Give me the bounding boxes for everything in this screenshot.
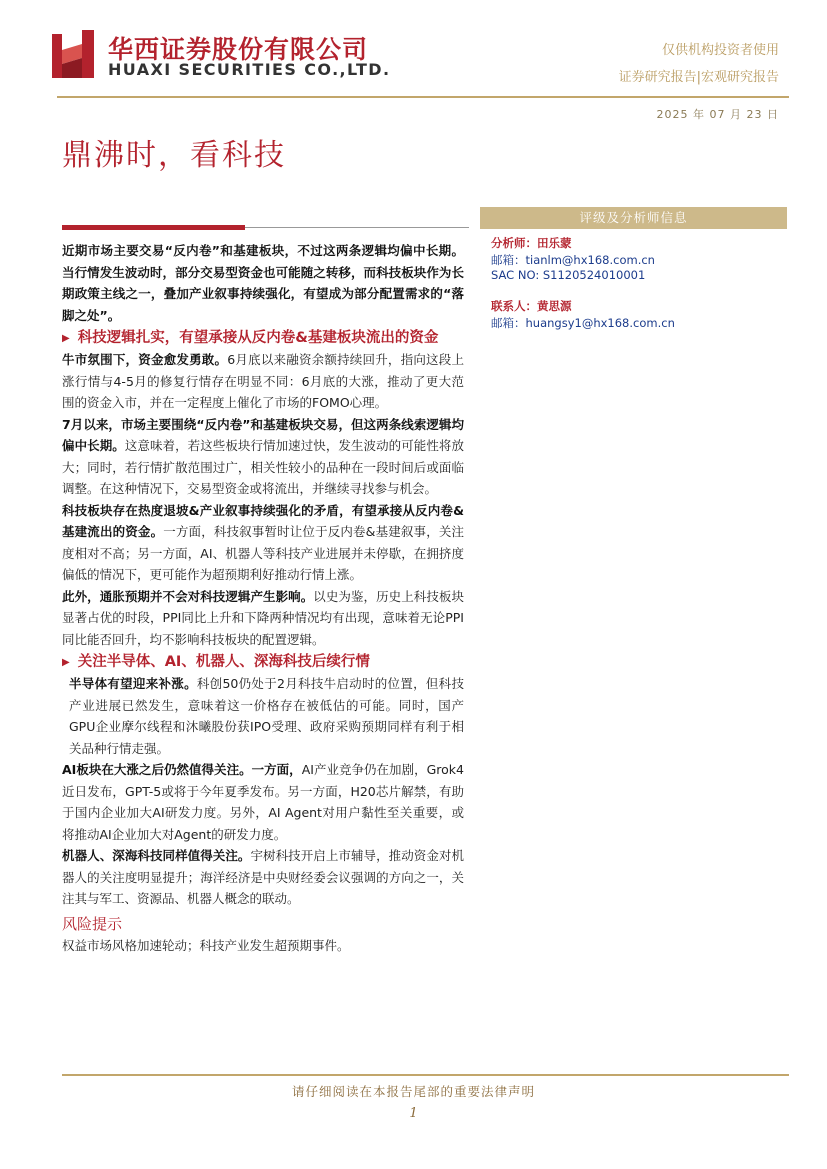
analyst-line: 分析师：田乐蒙 xyxy=(491,236,572,250)
report-type: 证券研究报告|宏观研究报告 xyxy=(618,70,779,85)
contact-email-line: 邮箱：huangsy1@hx168.com.cn xyxy=(491,316,675,330)
body-paragraph: 半导体有望迎来补涨。科创50仍处于2月科技牛启动时的位置，但科技产业进展已然发生，意味着这一价格存在被低估的可能。同时，国产GPU企业摩尔线程和沐曦股份获IPO受理、政府采购预期同样有利于相关品种行情走强。 xyxy=(69,676,464,756)
contact-email-link[interactable]: huangsy1@hx168.com.cn xyxy=(525,316,675,330)
sac-line: SAC NO: S1120524010001 xyxy=(491,268,646,282)
report-title: 鼎沸时，看科技 xyxy=(62,138,286,173)
company-name-en: HUAXI SECURITIES CO.,LTD. xyxy=(108,60,391,79)
summary-paragraph: 近期市场主要交易“反内卷”和基建板块，不过这两条逻辑均偏中长期。当行情发生波动时，部分交易型资金也可能随之转移，而科技板块作为长期政策主线之一，叠加产业叙事持续强化，有望成为部分配置需求的“落脚之处”。 xyxy=(62,243,464,323)
body-paragraph: 机器人、深海科技同样值得关注。宇树科技开启上市辅导，推动资金对机器人的关注度明显提升；海洋经济是中央财经委会议强调的方向之一，关注其与军工、资源品、机器人概念的联动。 xyxy=(62,848,464,906)
triangle-bullet-icon: ▶ xyxy=(62,657,70,668)
footer-divider xyxy=(62,1074,789,1076)
analyst-email-line: 邮箱：tianlm@hx168.com.cn xyxy=(491,253,655,267)
page-number: 1 xyxy=(409,1106,418,1121)
body-paragraph: 此外，通胀预期并不会对科技逻辑产生影响。以史为鉴，历史上科技板块显著占优的时段，PPI同比上升和下降两种情况均有出现，意味着无论PPI同比能否回升，均不影响科技板块的配置逻辑。 xyxy=(62,588,464,647)
body-paragraph: 牛市氛围下，资金愈发勇敢。6月底以来融资余额持续回升，指向这段上涨行情与4-5月的修复行情存在明显不同：6月底的大涨，推动了更大范围的资金入市，并在一定程度上催化了市场的FOMO心理。 xyxy=(62,352,464,410)
report-date: 2025 年 07 月 23 日 xyxy=(656,108,779,121)
title-accent-bar xyxy=(62,225,245,230)
main-content xyxy=(62,240,464,956)
analyst-email-link[interactable]: tianlm@hx168.com.cn xyxy=(525,253,655,267)
header-divider xyxy=(57,96,789,98)
section-heading: ▶ 关注半导体、AI、机器人、深海科技后续行情 xyxy=(62,654,370,670)
analyst-info-header: 评级及分析师信息 xyxy=(480,207,787,229)
body-paragraph: 科技板块存在热度退坡&产业叙事持续强化的矛盾，有望承接从反内卷&基建流出的资金。一方面，科技叙事暂时让位于反内卷&基建叙事，关注度相对不高；另一方面，AI、机器人等科技产业进展并未停歇，在拥挤度偏低的情况下，更可能作为超预期利好推动行情上涨。 xyxy=(62,502,464,582)
company-name-cn: 华西证券股份有限公司 xyxy=(108,35,369,64)
triangle-bullet-icon: ▶ xyxy=(62,333,70,344)
usage-note: 仅供机构投资者使用 xyxy=(661,43,779,58)
title-underline xyxy=(245,227,469,228)
section-heading: ▶ 科技逻辑扎实，有望承接从反内卷&基建板块流出的资金 xyxy=(62,330,439,346)
body-paragraph: 7月以来，市场主要围绕“反内卷”和基建板块交易，但这两条线索逻辑均偏中长期。这意味着，若这些板块行情加速过快，发生波动的可能性将放大；同时，若行情扩散范围过广，相关性较小的品种在一段时间后或面临调整。在这种情况下，交易型资金或将流出，并继续寻找参与机会。 xyxy=(62,416,464,496)
huaxi-logo-icon xyxy=(52,30,94,78)
risk-text: 权益市场风格加速轮动；科技产业发生超预期事件。 xyxy=(62,937,350,953)
legal-notice: 请仔细阅读在本报告尾部的重要法律声明 xyxy=(291,1084,535,1099)
body-paragraph: AI板块在大涨之后仍然值得关注。一方面，AI产业竞争仍在加剧，Grok4近日发布，GPT-5或将于今年夏季发布。另一方面，H20芯片解禁，有助于国内企业加大AI研发力度。另外，AI Agent对用户黏性至关重要，或将推动AI企业加大对Agent的研发力度。 xyxy=(62,762,464,842)
risk-heading: 风险提示 xyxy=(62,914,123,933)
contact-line: 联系人：黄思源 xyxy=(491,299,572,313)
